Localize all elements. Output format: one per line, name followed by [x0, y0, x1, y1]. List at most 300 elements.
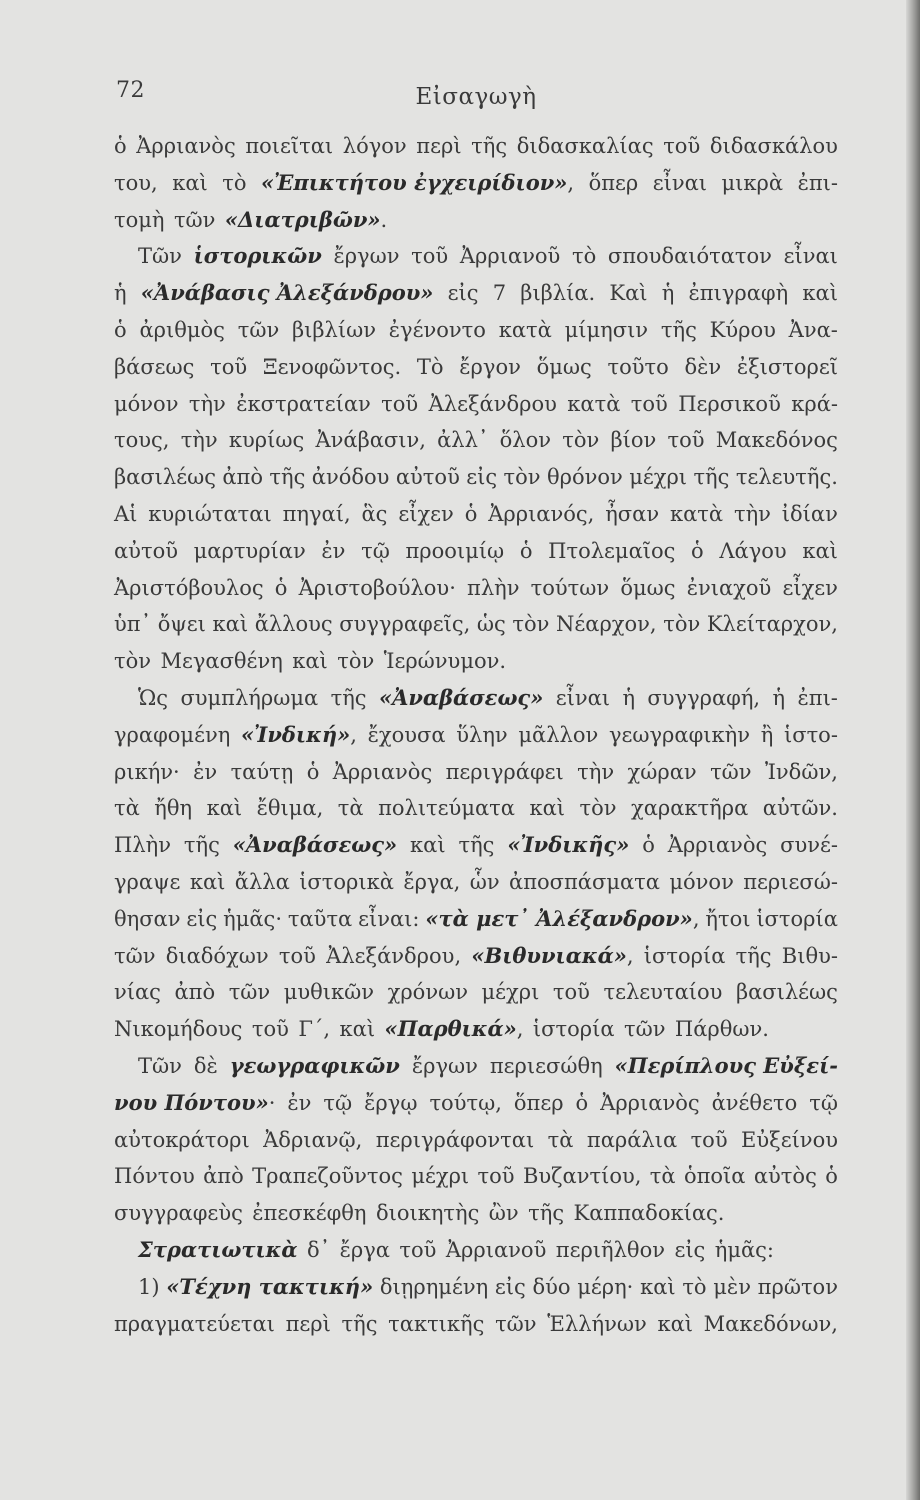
word: βάσεως	[114, 354, 195, 379]
word: τῷ	[361, 538, 390, 563]
word: τὸν	[663, 612, 701, 637]
emphasized-term: «Παρθικά»	[384, 1016, 517, 1042]
word: ὁ	[306, 759, 320, 784]
text-line	[114, 938, 838, 975]
word: μόνον	[669, 869, 734, 894]
word: ὑπ᾽	[114, 612, 152, 637]
word: Ἀλεξάνδρου	[428, 391, 557, 416]
word: ἀπὸ	[203, 1164, 244, 1189]
word: τῷ	[809, 1090, 838, 1115]
word: 1)	[138, 1274, 160, 1299]
word: ὁ	[691, 538, 704, 563]
word: Τραπεζοῦντος	[252, 1164, 403, 1189]
text-line	[114, 386, 838, 423]
word: μίμησιν	[564, 317, 649, 342]
word: ὁ	[274, 575, 288, 600]
word: τὸν	[579, 796, 617, 821]
word: τοῦ	[667, 428, 705, 453]
word: ταῦτα	[287, 906, 353, 931]
word: προοιμίῳ	[405, 538, 505, 563]
word: ἐξιστορεῖ	[736, 354, 838, 379]
text-line	[114, 1011, 838, 1048]
word: Ἱερώνυμον.	[383, 649, 507, 674]
word: δὲ	[193, 1053, 218, 1078]
word: Νικομήδους	[114, 1017, 243, 1042]
word: ἀνέθετο	[711, 1090, 798, 1115]
emphasized-term: ἱστορικῶν	[193, 243, 322, 269]
word: θρόνον	[546, 465, 623, 490]
text-line	[114, 570, 838, 607]
word: ἀνόδου	[311, 465, 390, 490]
page-header	[116, 78, 836, 114]
word: γραφομένη	[114, 722, 231, 747]
word: «τὰ μετ᾽ Ἀλέξανδρον»,	[425, 905, 700, 931]
word: λόγον	[342, 134, 407, 158]
word: περιῆλθον	[555, 1237, 665, 1262]
word: εἰς	[674, 1237, 706, 1262]
word: ὧν	[469, 869, 500, 894]
word: ἐπιγραφὴ	[688, 281, 789, 306]
word: ἐκστρατείαν	[236, 391, 371, 416]
text-line	[114, 1232, 838, 1269]
word: ἰδίαν	[781, 501, 838, 526]
word: Μακεδόνων,	[703, 1311, 838, 1336]
word: βασιλέως	[114, 465, 216, 490]
word: Κλείταρχον,	[706, 612, 838, 637]
word: «Βιθυνιακά»,	[471, 942, 634, 968]
text-line	[114, 1122, 838, 1159]
text-line	[114, 1195, 838, 1232]
word: καὶ	[529, 796, 565, 821]
word: ὄψει	[157, 612, 206, 637]
word: δὲν	[684, 354, 722, 379]
word: τοῦ	[552, 980, 590, 1005]
word: πραγματεύεται	[114, 1311, 275, 1336]
word: μέχρι	[629, 465, 688, 490]
word: τῆς	[735, 943, 772, 968]
emphasized-term: «Ἀνάβασις Ἀλεξάνδρου»	[140, 280, 434, 306]
word: εἰς	[186, 906, 218, 931]
emphasized-term: Στρατιωτικὰ	[138, 1236, 298, 1262]
text-line	[114, 1085, 838, 1122]
word: τῆς	[183, 833, 220, 858]
word: ὁ	[519, 538, 533, 563]
text-line	[114, 275, 838, 312]
word: τοῦ	[381, 391, 419, 416]
word: ὁ	[114, 317, 127, 342]
word: ὁ	[575, 1090, 589, 1115]
word: βίον	[610, 428, 657, 453]
word: διῃρημένη	[379, 1274, 489, 1299]
word: ἔργα,	[403, 869, 461, 894]
word: τῶν	[114, 943, 156, 968]
text-line	[114, 754, 838, 791]
word: τελευτῆς.	[735, 465, 838, 490]
word: ἱστο-	[784, 722, 838, 747]
word: δύο	[532, 1274, 571, 1299]
word: τὰ	[649, 1164, 676, 1189]
word: ἱστορικὰ	[299, 869, 394, 894]
text-line	[114, 202, 838, 239]
word: συμπλήρωμα	[180, 685, 319, 710]
word: ἱστορία	[643, 943, 726, 968]
word	[166, 1269, 373, 1306]
word: καὶ	[339, 1017, 376, 1042]
word: Πλὴν	[114, 833, 171, 858]
word: ἐν	[193, 759, 218, 784]
word: Τῶν	[138, 244, 182, 269]
word: τοῦ	[411, 244, 449, 269]
word: του,	[114, 170, 158, 195]
word: ὅπερ	[513, 1090, 564, 1115]
word: τοῦ	[477, 1164, 515, 1189]
word: ὅμως	[536, 354, 592, 379]
word: τὸ	[222, 170, 247, 195]
word: ἢ	[760, 722, 774, 747]
word: αὐτοῦ	[395, 465, 460, 490]
word: Ἀρριανὸς	[667, 833, 768, 858]
text-line	[114, 1048, 838, 1085]
word: ταύτῃ	[230, 759, 294, 784]
word: τῆς	[458, 833, 495, 858]
word: συγγραφή,	[647, 685, 761, 710]
word: τελευταίου	[603, 980, 723, 1005]
word: Ἀλεξάνδρου,	[326, 943, 462, 968]
word: νίας	[114, 980, 161, 1005]
word: πλὴν	[467, 575, 520, 600]
word: τὴν	[188, 391, 226, 416]
word: καὶ	[172, 170, 208, 195]
word: Ἀδριανῷ,	[263, 1127, 363, 1152]
word: συνέ-	[780, 833, 838, 858]
emphasized-term: «Βιθυνιακά»	[471, 942, 627, 968]
word: ὁ	[464, 501, 478, 526]
word: Αἱ	[114, 501, 138, 526]
word: τῆς	[528, 1201, 565, 1226]
word: Ἀρριανός,	[488, 501, 595, 526]
word: ἃς	[361, 501, 388, 526]
word: τῆς	[660, 317, 697, 342]
word: τῶν	[173, 207, 216, 232]
word: τῆς	[693, 465, 730, 490]
word: ἡμᾶς:	[714, 1237, 774, 1262]
word: χαρακτῆρα	[630, 796, 749, 821]
word: βιβλία.	[520, 281, 596, 306]
word: τοῦ	[630, 391, 668, 416]
word: γεωγραφικὴν	[608, 722, 750, 747]
word: καὶ	[640, 1274, 676, 1299]
word: πολιτεύματα	[378, 796, 515, 821]
word: Βιθυ-	[781, 943, 838, 968]
word: χώραν	[627, 759, 697, 784]
word: μυθικῶν	[283, 980, 375, 1005]
word: ἀπὸ	[222, 465, 264, 490]
word: εἶναι	[652, 170, 708, 195]
word: ἀποσπάσματα	[509, 869, 660, 894]
page-number: 72	[116, 78, 145, 103]
word: χρόνων	[387, 980, 468, 1005]
word: περὶ	[285, 1311, 331, 1336]
text-line	[114, 643, 838, 680]
emphasized-term: «Ἀναβάσεως»	[378, 684, 544, 710]
word: ἦσαν	[605, 501, 660, 526]
word: αὐτοῦ	[114, 538, 178, 563]
emphasized-term: «Ἀναβάσεως»	[232, 832, 398, 858]
word: τὸν	[512, 612, 550, 637]
word: Ἀρριανοῦ	[459, 244, 561, 269]
word: Βυζαντίου,	[522, 1164, 642, 1189]
word: πρῶτον	[757, 1274, 838, 1299]
word: Καὶ	[609, 281, 648, 306]
word: ἄλλους	[254, 612, 333, 637]
word: μὲν	[713, 1274, 751, 1299]
word: Ξενοφῶντος.	[262, 354, 402, 379]
word: αὐτοκράτορι	[114, 1127, 250, 1152]
word: τὴν	[577, 759, 615, 784]
word: βασιλέως	[735, 980, 838, 1005]
word: τὸν	[503, 465, 541, 490]
word: Ἀρριανὸς	[136, 134, 236, 158]
word: μικρὰ	[721, 170, 784, 195]
word: τῆς	[269, 465, 306, 490]
word: ὅμως	[620, 575, 676, 600]
text-line	[114, 606, 838, 643]
text-line	[114, 974, 838, 1011]
word	[507, 827, 629, 864]
word: συγγραφεῖς,	[339, 612, 471, 637]
word: τους,	[114, 428, 170, 453]
word: καὶ	[292, 649, 328, 674]
word: καὶ	[410, 833, 446, 858]
word: τούτων	[530, 575, 610, 600]
word: τῶν	[623, 1017, 666, 1042]
word: τομὴ	[114, 207, 165, 232]
emphasized-term: «Περίπλους Εὐξεί-	[614, 1052, 838, 1078]
word: πηγαί,	[282, 501, 351, 526]
word: «Ἐπικτήτου ἐγχειρίδιον»,	[260, 169, 575, 195]
word: τῶν	[710, 759, 752, 784]
word: τοῦτο	[607, 354, 669, 379]
word: κρά-	[791, 391, 838, 416]
word: αὐτὸς	[753, 1164, 817, 1189]
word: τὰ	[114, 796, 140, 821]
word: περιεσώθη	[489, 1053, 603, 1078]
word: μαρτυρίαν	[193, 538, 306, 563]
running-title: Εἰσαγωγὴ	[415, 84, 537, 110]
word: διδασκάλου	[709, 134, 838, 158]
emphasized-term: «Ἰνδική»	[241, 721, 351, 747]
word: ἐν	[321, 538, 346, 563]
word: ἐνιαχοῦ	[686, 575, 772, 600]
emphasized-term: γεωγραφικῶν	[229, 1052, 400, 1078]
text-line	[114, 1158, 838, 1195]
text-line	[114, 680, 838, 717]
word: ἡμᾶς·	[223, 906, 282, 931]
emphasized-term: «Τέχνη τακτική»	[166, 1273, 374, 1299]
word	[233, 827, 397, 864]
word: «Διατριβῶν».	[224, 206, 388, 232]
word: τῷ	[323, 1090, 353, 1115]
word: Ὡς	[138, 685, 169, 710]
word: ἐπι-	[797, 685, 838, 710]
word: ἡ	[114, 281, 127, 306]
word: τὴν	[733, 501, 771, 526]
word: τοῦ	[690, 1127, 728, 1152]
word: ποιεῖται	[245, 134, 334, 158]
word: τὸ	[682, 1274, 707, 1299]
word: τακτικῆς	[388, 1311, 485, 1336]
word: Μεγασθένη	[160, 649, 283, 674]
word: εἶναι	[783, 244, 838, 269]
word: περιεσώ-	[743, 869, 838, 894]
word: τὴν	[180, 428, 218, 453]
word: ἱστορία	[756, 906, 838, 931]
word: Ἑλλήνων	[547, 1311, 647, 1336]
word: τῶν	[237, 317, 280, 342]
word: τὸν	[337, 649, 375, 674]
word: δ᾽	[307, 1237, 331, 1262]
text-line	[114, 1306, 838, 1343]
word: μέχρι	[411, 1164, 470, 1189]
word: «Παρθικά»,	[384, 1016, 524, 1042]
text-line	[114, 827, 838, 864]
word: καὶ	[212, 612, 249, 637]
word: κυριώταται	[148, 501, 272, 526]
word: τὸ	[571, 244, 597, 269]
word	[379, 680, 543, 717]
word	[230, 1048, 400, 1085]
text-line	[114, 901, 838, 938]
word: τῶν	[495, 1311, 537, 1336]
page-edge-shadow	[906, 0, 920, 1500]
word: ὁ	[825, 1164, 838, 1189]
word: ἔχουσα	[367, 722, 446, 747]
word	[141, 275, 434, 312]
word: περιγράφει	[445, 759, 564, 784]
word: ἔργα	[339, 1237, 390, 1262]
word: ὅπερ	[588, 170, 639, 195]
word	[615, 1048, 838, 1085]
word: εἰς	[494, 1274, 526, 1299]
word: τῆς	[341, 1311, 378, 1336]
word: ἡ	[772, 685, 786, 710]
word: συγγραφεὺς	[114, 1201, 243, 1226]
word: ρικήν·	[114, 759, 180, 784]
word: ἀριθμὸς	[139, 317, 225, 342]
emphasized-term: «Ἰνδικῆς»	[507, 832, 630, 858]
word: ὅλον	[499, 428, 552, 453]
word: Λάγου	[719, 538, 787, 563]
text-line	[114, 533, 838, 570]
word: περὶ	[416, 134, 462, 158]
text-line	[114, 717, 838, 754]
word: Μακεδόνος	[715, 428, 838, 453]
word: ἐπεσκέφθη	[252, 1201, 367, 1226]
word: μέχρι	[481, 980, 540, 1005]
emphasized-term: νου Πόντου»	[114, 1089, 269, 1115]
word: ἡ	[622, 685, 636, 710]
word: εἰς	[466, 465, 498, 490]
word: ὁ	[642, 833, 655, 858]
word: εἶναι	[555, 685, 611, 710]
word: ἔργων	[333, 244, 400, 269]
word: Πάρθων.	[674, 1017, 769, 1042]
word: περιγράφονται	[375, 1127, 535, 1152]
word: μᾶλλον	[518, 722, 599, 747]
word: Ἀριστόβουλος	[114, 575, 264, 600]
word: εἶχεν	[398, 501, 454, 526]
word: Ἀρριανὸς	[332, 759, 433, 784]
word: τοῦ	[399, 1237, 437, 1262]
word: «Ἰνδική»,	[241, 721, 357, 747]
word: Ἀρριανοῦ	[445, 1237, 547, 1262]
word: καὶ	[802, 538, 838, 563]
word: τῆς	[330, 685, 367, 710]
emphasized-term: «Ἐπικτήτου ἐγχειρίδιον»	[260, 169, 568, 195]
word: Τὸ	[416, 354, 444, 379]
word: ὡς	[476, 612, 506, 637]
word: Ἀριστοβούλου·	[298, 575, 456, 600]
word: ὢν	[488, 1201, 519, 1226]
word: σπουδαιότατον	[607, 244, 772, 269]
word: κατὰ	[498, 317, 552, 342]
word: τῶν	[228, 980, 271, 1005]
word: διδασκαλίας	[516, 134, 654, 158]
word: θησαν	[114, 906, 181, 931]
word: Κύρου	[709, 317, 776, 342]
word: εἶχεν	[782, 575, 838, 600]
word: τῆς	[471, 134, 508, 158]
word: βιβλίων	[292, 317, 376, 342]
word: ὕλην	[456, 722, 508, 747]
word: ἔργων	[411, 1053, 478, 1078]
emphasized-term: «τὰ μετ᾽ Ἀλέξανδρον»	[425, 905, 693, 931]
word: ἤτοι	[705, 906, 751, 931]
word: διαδόχων	[165, 943, 269, 968]
word: ὁ	[114, 134, 127, 158]
word: ἤθη	[154, 796, 193, 821]
word: κατὰ	[567, 391, 621, 416]
word: παράλια	[586, 1127, 678, 1152]
word: τοῦ	[278, 943, 316, 968]
emphasized-term: «Διατριβῶν»	[224, 206, 381, 232]
word: Γ´,	[298, 1017, 331, 1042]
word: ἔργῳ	[364, 1090, 418, 1115]
word: ἐπι-	[797, 170, 838, 195]
word: ἀλλ᾽	[437, 428, 489, 453]
word: τὰ	[337, 796, 364, 821]
word: ἔθιμα,	[256, 796, 324, 821]
word: Εὐξείνου	[741, 1127, 838, 1152]
word: ἐν	[287, 1090, 312, 1115]
word: τούτῳ,	[429, 1090, 502, 1115]
text-line	[114, 128, 838, 165]
text-line	[114, 238, 838, 275]
word: Νέαρχον,	[556, 612, 657, 637]
text-line	[114, 422, 838, 459]
word: καὶ	[189, 869, 226, 894]
word	[138, 1232, 298, 1269]
word: Καππαδοκίας.	[573, 1201, 725, 1226]
word: Πτολεμαῖος	[548, 538, 676, 563]
word: Πόντου	[114, 1164, 195, 1189]
text-line	[114, 496, 838, 533]
text-line	[114, 864, 838, 901]
word: τὰ	[547, 1127, 574, 1152]
word: εἰς	[447, 281, 479, 306]
word: μόνον	[114, 391, 179, 416]
word: κατὰ	[669, 501, 724, 526]
